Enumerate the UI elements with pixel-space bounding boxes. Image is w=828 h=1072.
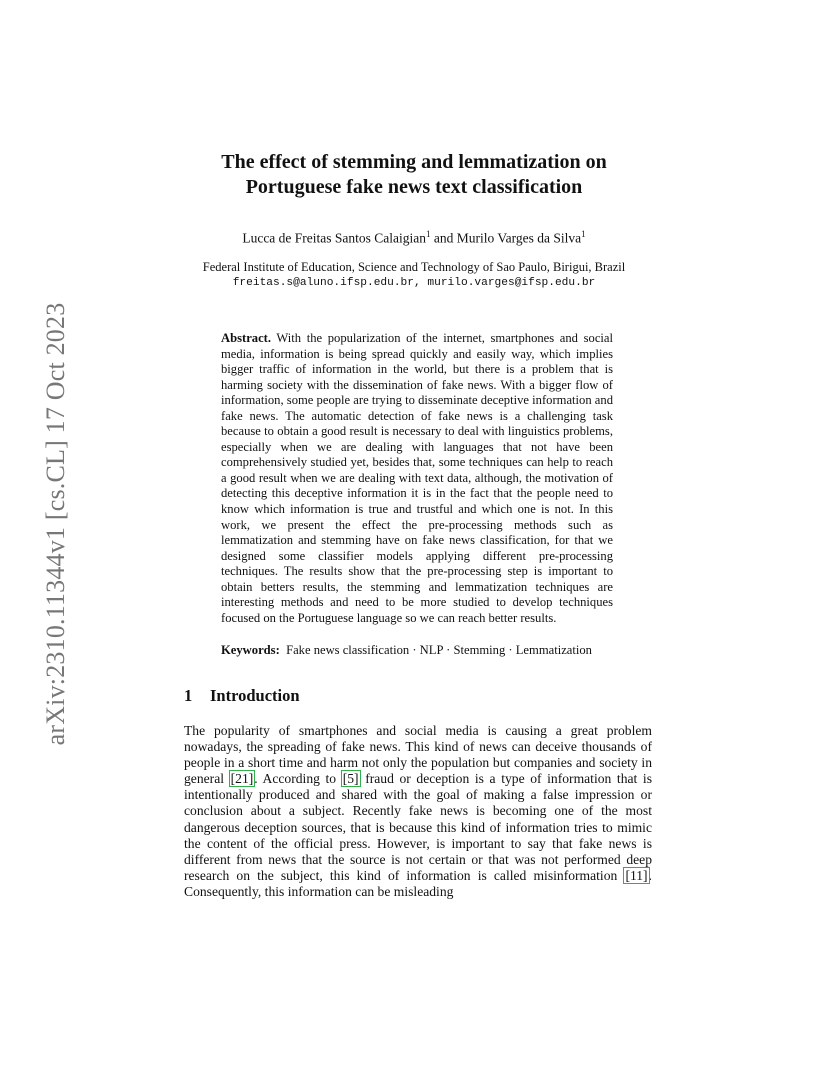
- citation-link[interactable]: [21]: [230, 771, 254, 787]
- affiliation: Federal Institute of Education, Science and Technology of Sao Paulo, Birigui, Brazil: [202, 260, 626, 274]
- citation-link[interactable]: [5]: [342, 771, 359, 787]
- paper-title: [180, 150, 648, 200]
- abstract: [221, 331, 613, 626]
- citation-link[interactable]: [11]: [625, 867, 648, 883]
- keywords-text: Fake news classification · NLP · Stemming · Lemmatization: [286, 643, 592, 657]
- title-line-2: Portuguese fake news text classification: [245, 176, 583, 198]
- intro-text: . Consequently, this information can be misleading: [184, 867, 652, 899]
- intro-text: . According to: [254, 771, 342, 787]
- arxiv-identifier: arXiv:2310.11344v1 [cs.CL] 17 Oct 2023: [41, 302, 70, 746]
- section-number: 1: [184, 686, 193, 705]
- title-line-1: The effect of stemming and lemmatization on: [221, 151, 607, 173]
- author-separator: and: [430, 230, 457, 246]
- keywords-label: Keywords:: [221, 643, 280, 657]
- author-name: Murilo Varges da Silva: [456, 230, 582, 246]
- keywords: [221, 643, 621, 658]
- section-title: Introduction: [210, 686, 300, 705]
- affiliation-marker: 1: [426, 229, 431, 239]
- intro-text: fraud or deception is a type of information that is intentionally produced and shared with the goal of making a false impression or conclusion about a subject. Recently fake news is becoming one of the most dangerous deception sources, that is because this kind of information tries to mimic the content of the official press. However, is important to say that fake news is different from news that the source is not certain or that was not performed deep research on the subject, this kind of information is called misinformation: [184, 771, 652, 883]
- abstract-text: With the popularization of the internet, smartphones and social media, information is being spread quickly and easily way, which implies bigger traffic of information in the world, but there is a problem that is harming society with the dissemination of fake news. With a bigger flow of information, some people are trying to disseminate deceptive information and fake news. The automatic detection of fake news is a challenging task because to obtain a good result is necessary to deal with linguistics problems, especially when we are dealing with languages that not have been comprehensively studied yet, besides that, some techniques can help to reach a good result when we are dealing with text data, although, the motivation of detecting this deceptive information it is in the fact that the people need to know which information is true and trustful and which one is not. In this work, we present the effect the pre-processing methods such as lemmatization and stemming have on fake news classification, for that we designed some classifier models applying different pre-processing techniques. The results show that the pre-processing step is important to obtain betters results, the stemming and lemmatization techniques are interesting methods and need to be more studied to develop techniques focused on the Portuguese language so we can reach better results.: [221, 331, 613, 625]
- author-name: Lucca de Freitas Santos Calaigian: [242, 230, 427, 246]
- intro-paragraph: [184, 723, 652, 900]
- abstract-label: Abstract.: [221, 331, 272, 345]
- section-heading: [184, 686, 300, 706]
- author-list: [180, 229, 648, 247]
- affiliation-block: [160, 259, 668, 291]
- author-emails: freitas.s@aluno.ifsp.edu.br, murilo.varges@ifsp.edu.br: [232, 277, 596, 289]
- intro-text: The popularity of smartphones and social media is causing a great problem nowadays, the spreading of fake news. This kind of news can deceive thousands of people in a short time and harm not only the population but companies and society in general: [184, 723, 652, 787]
- affiliation-marker: 1: [581, 229, 586, 239]
